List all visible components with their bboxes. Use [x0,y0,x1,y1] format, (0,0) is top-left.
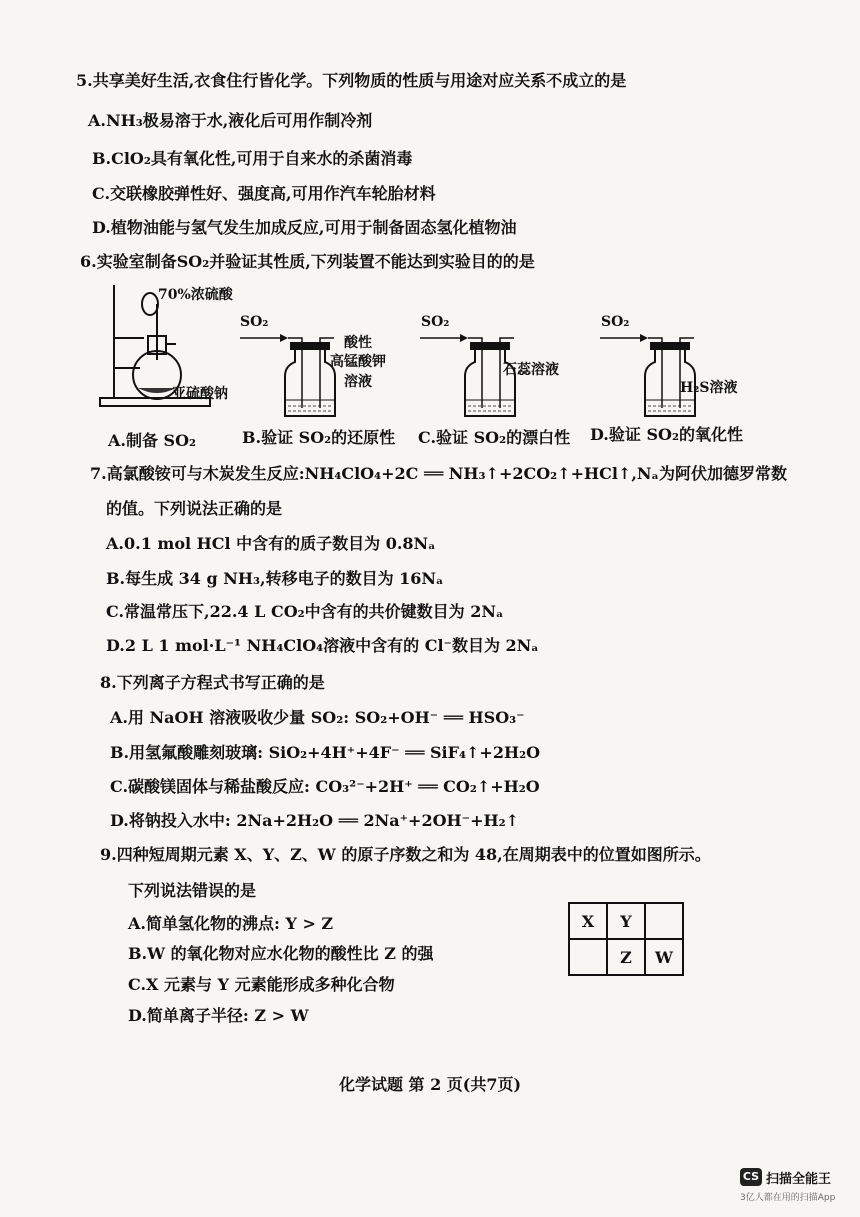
label-litmus: 石蕊溶液 [503,362,559,378]
label-acid: 70%浓硫酸 [158,287,233,303]
label-so2-d: SO₂ [601,314,630,330]
q7-option-d: D.2 L 1 mol·L⁻¹ NH₄ClO₄溶液中含有的 Cl⁻数目为 2Nₐ [106,636,539,655]
label-salt: 亚硫酸钠 [172,386,228,402]
q5-option-c: C.交联橡胶弹性好、强度高,可用作汽车轮胎材料 [92,184,436,203]
q9-option-b: B.W 的氧化物对应水化物的酸性比 Z 的强 [128,944,434,963]
cell-y: Y [607,903,645,939]
q7-option-b: B.每生成 34 g NH₃,转移电子的数目为 16Nₐ [106,569,444,588]
q6-stem: 6.实验室制备SO₂并验证其性质,下列装置不能达到实验目的的是 [80,252,535,271]
q7-option-a: A.0.1 mol HCl 中含有的质子数目为 0.8Nₐ [106,534,436,553]
q8-option-a: A.用 NaOH 溶液吸收少量 SO₂: SO₂+OH⁻ ══ HSO₃⁻ [110,708,525,727]
q8-option-b: B.用氢氟酸雕刻玻璃: SiO₂+4H⁺+4F⁻ ══ SiF₄↑+2H₂O [110,743,541,762]
cell-w: W [645,939,683,975]
cell-x: X [569,903,607,939]
label-kmno4-1: 酸性 [344,335,372,351]
caption-b: B.验证 SO₂的还原性 [242,428,396,447]
page-footer: 化学试题 第 2 页(共7页) [338,1075,522,1094]
camscanner-logo-icon: CS [740,1168,762,1186]
cell-empty [645,903,683,939]
q7-option-c: C.常温常压下,22.4 L CO₂中含有的共价键数目为 2Nₐ [106,602,504,621]
q7-stem-line1: 7.高氯酸铵可与木炭发生反应:NH₄ClO₄+2C ══ NH₃↑+2CO₂↑+HCl↑,Nₐ为阿伏加德罗常数 [90,464,787,483]
cell-z: Z [607,939,645,975]
q9-stem: 9.四种短周期元素 X、Y、Z、W 的原子序数之和为 48,在周期表中的位置如图所示。 [100,845,711,864]
q7-stem-line2: 的值。下列说法正确的是 [106,499,283,518]
q5-stem: 5.共享美好生活,衣食住行皆化学。下列物质的性质与用途对应关系不成立的是 [76,71,627,90]
caption-a: A.制备 SO₂ [108,431,197,450]
brand-tagline: 3亿人都在用的扫描App [740,1193,836,1203]
caption-d: D.验证 SO₂的氧化性 [590,425,743,444]
cell-empty [569,939,607,975]
q9-option-d: D.简单离子半径: Z > W [128,1006,309,1025]
q8-stem: 8.下列离子方程式书写正确的是 [100,673,325,692]
label-kmno4-3: 溶液 [344,374,372,390]
label-kmno4-2: 高锰酸钾 [330,354,386,370]
q5-option-d: D.植物油能与氢气发生加成反应,可用于制备固态氢化植物油 [92,218,517,237]
brand-name: 扫描全能王 [766,1172,832,1187]
label-h2s: H₂S溶液 [680,380,738,396]
q8-option-c: C.碳酸镁固体与稀盐酸反应: CO₃²⁻+2H⁺ ══ CO₂↑+H₂O [110,777,540,796]
caption-c: C.验证 SO₂的漂白性 [418,428,571,447]
q9-option-c: C.X 元素与 Y 元素能形成多种化合物 [128,975,395,994]
label-so2-c: SO₂ [421,314,450,330]
apparatus-h2s-bottle [600,318,710,423]
q8-option-d: D.将钠投入水中: 2Na+2H₂O ══ 2Na⁺+2OH⁻+H₂↑ [110,811,520,830]
periodic-table-fragment [568,902,684,976]
label-so2-b: SO₂ [240,314,269,330]
q5-option-a: A.NH₃极易溶于水,液化后可用作制冷剂 [88,111,373,130]
q5-option-b: B.ClO₂具有氧化性,可用于自来水的杀菌消毒 [92,149,413,168]
q9-option-a: A.简单氢化物的沸点: Y > Z [128,914,334,933]
q9-stem-line2: 下列说法错误的是 [128,881,257,900]
